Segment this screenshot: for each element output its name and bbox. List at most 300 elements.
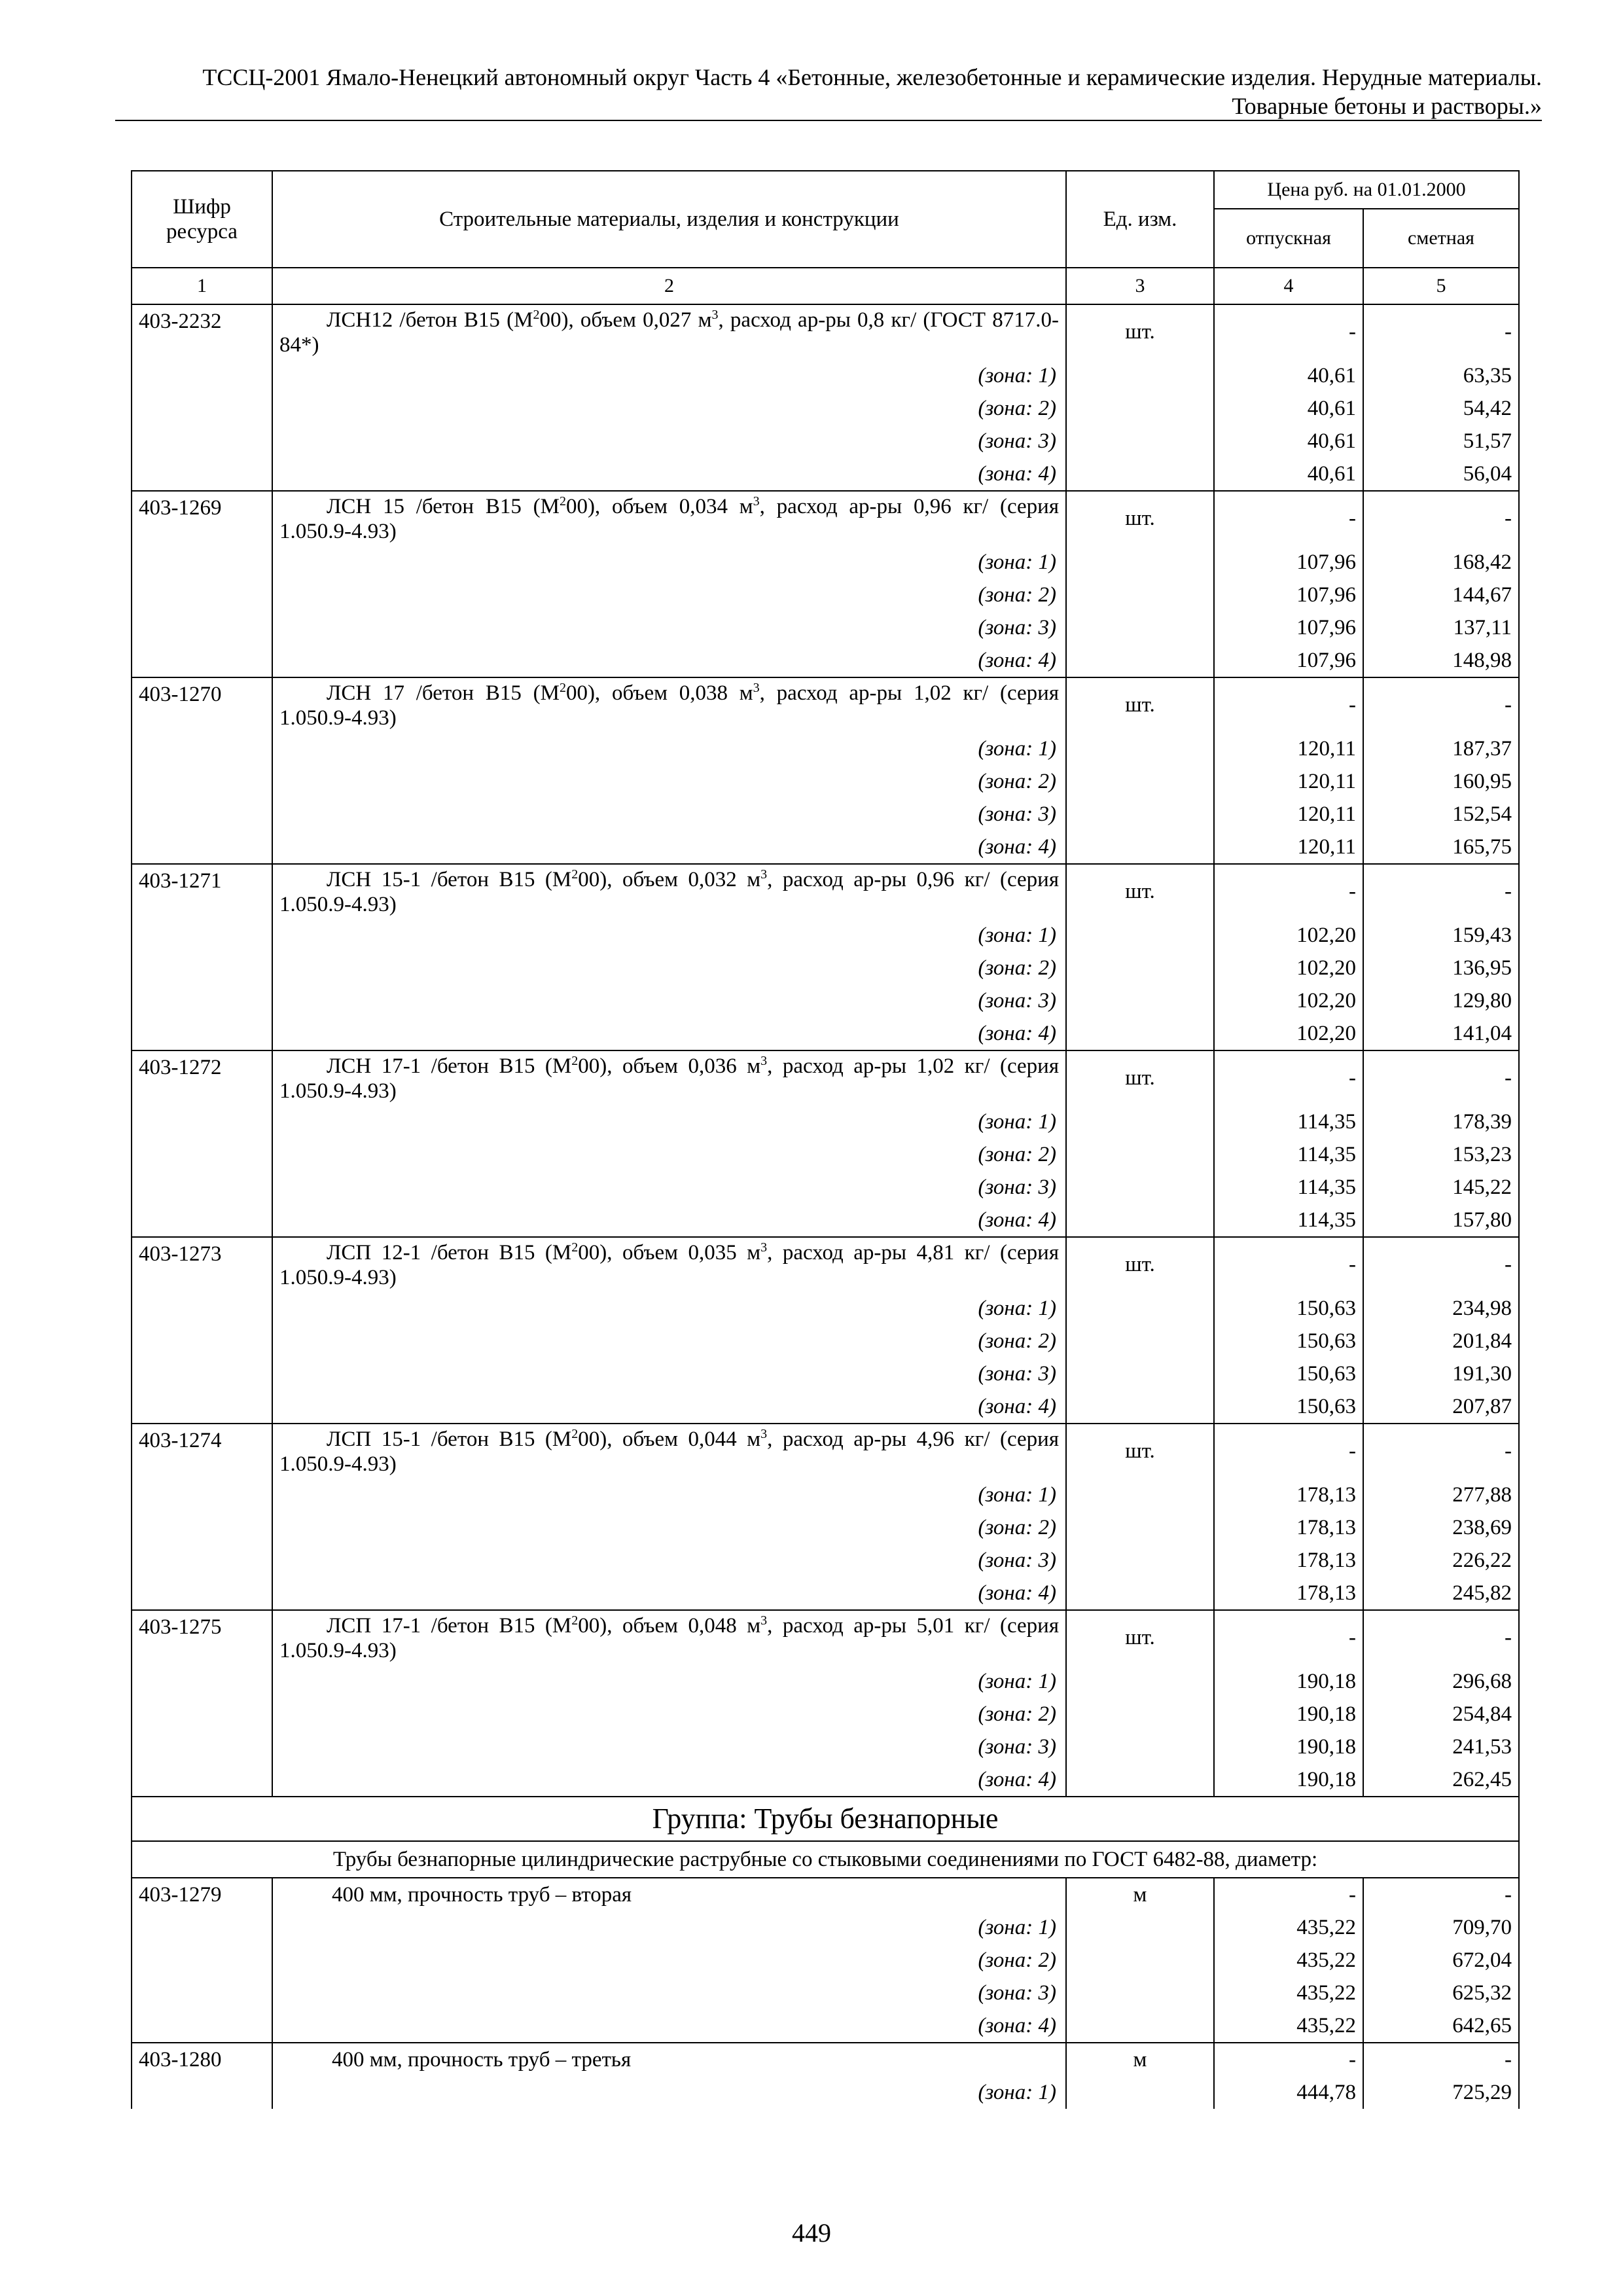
- zone-label: (зона: 1): [272, 1292, 1066, 1325]
- zone-label: (зона: 3): [272, 1171, 1066, 1204]
- zone-label: (зона: 3): [272, 798, 1066, 831]
- empty-unit-cell: [1066, 1977, 1214, 2009]
- empty-unit-cell: [1066, 732, 1214, 765]
- pipe-row: [132, 2043, 1519, 2076]
- item-description-text: [279, 1613, 1059, 1663]
- empty-code-cell: [132, 1763, 272, 1797]
- release-price: -: [1214, 491, 1363, 546]
- col-header-price: Цена руб. на 01.01.2000: [1214, 171, 1519, 209]
- desc-part: ЛСН 17-1 /бетон В15 (М: [327, 1054, 572, 1078]
- zone-label: (зона: 2): [272, 1698, 1066, 1731]
- empty-code-cell: [132, 1171, 272, 1204]
- item-description: [272, 677, 1066, 732]
- estimate-price: 152,54: [1363, 798, 1519, 831]
- empty-code-cell: [132, 919, 272, 952]
- item-row: [132, 491, 1519, 546]
- release-price: 40,61: [1214, 425, 1363, 457]
- resource-code: 403-1280: [132, 2043, 272, 2076]
- zone-row: [132, 1911, 1519, 1944]
- release-price: 178,13: [1214, 1511, 1363, 1544]
- empty-code-cell: [132, 1511, 272, 1544]
- zone-row: [132, 1204, 1519, 1237]
- unit-cell: шт.: [1066, 1610, 1214, 1665]
- empty-unit-cell: [1066, 1292, 1214, 1325]
- zone-row: [132, 1138, 1519, 1171]
- item-row: [132, 1050, 1519, 1105]
- estimate-price: 145,22: [1363, 1171, 1519, 1204]
- empty-code-cell: [132, 1577, 272, 1610]
- release-price: -: [1214, 677, 1363, 732]
- zone-label: (зона: 1): [272, 919, 1066, 952]
- empty-unit-cell: [1066, 1105, 1214, 1138]
- resource-code: 403-1279: [132, 1878, 272, 1911]
- estimate-price: 157,80: [1363, 1204, 1519, 1237]
- release-price: 120,11: [1214, 732, 1363, 765]
- superscript: 3: [760, 1427, 768, 1441]
- empty-unit-cell: [1066, 798, 1214, 831]
- release-price: 114,35: [1214, 1138, 1363, 1171]
- estimate-price: 245,82: [1363, 1577, 1519, 1610]
- release-price: 178,13: [1214, 1544, 1363, 1577]
- zone-label: (зона: 1): [272, 2076, 1066, 2109]
- empty-unit-cell: [1066, 1479, 1214, 1511]
- empty-code-cell: [132, 798, 272, 831]
- empty-code-cell: [132, 1292, 272, 1325]
- empty-code-cell: [132, 1698, 272, 1731]
- release-price: -: [1214, 2043, 1363, 2076]
- empty-unit-cell: [1066, 611, 1214, 644]
- empty-code-cell: [132, 425, 272, 457]
- empty-code-cell: [132, 1544, 272, 1577]
- release-price: 40,61: [1214, 457, 1363, 491]
- zone-label: (зона: 2): [272, 579, 1066, 611]
- desc-part: ЛСН 15 /бетон В15 (М: [327, 495, 560, 518]
- unit-cell: шт.: [1066, 864, 1214, 919]
- zone-row: [132, 1390, 1519, 1424]
- zone-row: [132, 919, 1519, 952]
- zone-row: [132, 1577, 1519, 1610]
- release-price: 435,22: [1214, 2009, 1363, 2043]
- group-title-row: [132, 1797, 1519, 1841]
- estimate-price: 160,95: [1363, 765, 1519, 798]
- estimate-price: 129,80: [1363, 984, 1519, 1017]
- zone-row: [132, 732, 1519, 765]
- desc-part: ЛСП 17-1 /бетон В15 (М: [327, 1614, 572, 1638]
- col-number: 1: [132, 268, 272, 304]
- empty-code-cell: [132, 359, 272, 392]
- empty-unit-cell: [1066, 392, 1214, 425]
- superscript: 2: [571, 867, 579, 882]
- empty-code-cell: [132, 1017, 272, 1050]
- zone-label: (зона: 3): [272, 1357, 1066, 1390]
- superscript: 3: [760, 1240, 768, 1255]
- col-header-unit: Ед. изм.: [1066, 171, 1214, 268]
- empty-unit-cell: [1066, 1698, 1214, 1731]
- superscript: 2: [571, 1613, 579, 1628]
- zone-row: [132, 1977, 1519, 2009]
- release-price: 102,20: [1214, 919, 1363, 952]
- empty-code-cell: [132, 392, 272, 425]
- superscript: 3: [760, 867, 768, 882]
- unit-cell: шт.: [1066, 677, 1214, 732]
- resource-code: 403-1275: [132, 1610, 272, 1665]
- zone-row: [132, 392, 1519, 425]
- empty-code-cell: [132, 1665, 272, 1698]
- estimate-price: 168,42: [1363, 546, 1519, 579]
- zone-label: (зона: 4): [272, 1017, 1066, 1050]
- zone-row: [132, 1698, 1519, 1731]
- empty-unit-cell: [1066, 546, 1214, 579]
- zone-row: [132, 984, 1519, 1017]
- zone-label: (зона: 2): [272, 952, 1066, 984]
- unit-cell: м: [1066, 1878, 1214, 1911]
- zone-label: (зона: 2): [272, 765, 1066, 798]
- zone-row: [132, 1511, 1519, 1544]
- empty-unit-cell: [1066, 919, 1214, 952]
- zone-label: (зона: 1): [272, 546, 1066, 579]
- empty-code-cell: [132, 952, 272, 984]
- desc-part: , расход ар-ры 0,96 кг/ (серия 1.050.9-4.93): [279, 495, 1059, 543]
- zone-label: (зона: 1): [272, 732, 1066, 765]
- release-price: 40,61: [1214, 392, 1363, 425]
- zone-label: (зона: 2): [272, 392, 1066, 425]
- resource-code: 403-1274: [132, 1424, 272, 1479]
- zone-row: [132, 1017, 1519, 1050]
- estimate-price: 51,57: [1363, 425, 1519, 457]
- item-description-text: [279, 867, 1059, 917]
- release-price: 190,18: [1214, 1698, 1363, 1731]
- release-price: -: [1214, 1050, 1363, 1105]
- empty-code-cell: [132, 579, 272, 611]
- empty-unit-cell: [1066, 1944, 1214, 1977]
- item-description-text: [279, 494, 1059, 544]
- estimate-price: 226,22: [1363, 1544, 1519, 1577]
- estimate-price: 153,23: [1363, 1138, 1519, 1171]
- unit-cell: шт.: [1066, 1050, 1214, 1105]
- desc-part: 00), объем 0,032 м: [578, 868, 761, 891]
- zone-label: (зона: 3): [272, 611, 1066, 644]
- empty-code-cell: [132, 1944, 272, 1977]
- estimate-price: 296,68: [1363, 1665, 1519, 1698]
- estimate-price: 207,87: [1363, 1390, 1519, 1424]
- empty-code-cell: [132, 1977, 272, 2009]
- superscript: 3: [760, 1054, 768, 1068]
- empty-unit-cell: [1066, 359, 1214, 392]
- page-header: [115, 63, 1542, 120]
- zone-row: [132, 579, 1519, 611]
- item-row: [132, 677, 1519, 732]
- item-description-text: [279, 1240, 1059, 1290]
- release-price: 150,63: [1214, 1292, 1363, 1325]
- desc-part: , расход ар-ры 5,01 кг/ (серия 1.050.9-4.93): [279, 1614, 1059, 1662]
- group-title: Группа: Трубы безнапорные: [132, 1797, 1519, 1841]
- empty-unit-cell: [1066, 425, 1214, 457]
- release-price: 150,63: [1214, 1325, 1363, 1357]
- superscript: 2: [571, 1240, 579, 1255]
- zone-row: [132, 359, 1519, 392]
- release-price: 178,13: [1214, 1479, 1363, 1511]
- estimate-price: 191,30: [1363, 1357, 1519, 1390]
- estimate-price: -: [1363, 1237, 1519, 1292]
- superscript: 3: [753, 681, 760, 695]
- zone-row: [132, 1479, 1519, 1511]
- release-price: 107,96: [1214, 644, 1363, 677]
- zone-row: [132, 546, 1519, 579]
- col-header-name: Строительные материалы, изделия и конструкции: [272, 171, 1066, 268]
- price-table: [131, 170, 1520, 2109]
- zone-row: [132, 425, 1519, 457]
- empty-unit-cell: [1066, 1357, 1214, 1390]
- release-price: -: [1214, 1610, 1363, 1665]
- empty-code-cell: [132, 644, 272, 677]
- group-subtitle: Трубы безнапорные цилиндрические раструбные со стыковыми соединениями по ГОСТ 6482-88, диаметр:: [132, 1841, 1519, 1878]
- resource-code: 403-1273: [132, 1237, 272, 1292]
- zone-label: (зона: 3): [272, 1977, 1066, 2009]
- empty-unit-cell: [1066, 1204, 1214, 1237]
- zone-label: (зона: 4): [272, 831, 1066, 864]
- estimate-price: 642,65: [1363, 2009, 1519, 2043]
- superscript: 2: [559, 681, 566, 695]
- pipe-row: [132, 1878, 1519, 1911]
- empty-unit-cell: [1066, 2009, 1214, 2043]
- empty-code-cell: [132, 457, 272, 491]
- estimate-price: -: [1363, 677, 1519, 732]
- empty-unit-cell: [1066, 831, 1214, 864]
- pipe-description: 400 мм, прочность труб – вторая: [272, 1878, 1066, 1911]
- unit-cell: шт.: [1066, 491, 1214, 546]
- empty-code-cell: [132, 1357, 272, 1390]
- zone-row: [132, 1325, 1519, 1357]
- empty-code-cell: [132, 765, 272, 798]
- estimate-price: 201,84: [1363, 1325, 1519, 1357]
- empty-code-cell: [132, 2076, 272, 2109]
- empty-code-cell: [132, 611, 272, 644]
- item-description: [272, 491, 1066, 546]
- estimate-price: -: [1363, 1610, 1519, 1665]
- zone-label: (зона: 4): [272, 1577, 1066, 1610]
- column-numbers-row: [132, 268, 1519, 304]
- pipe-description: 400 мм, прочность труб – третья: [272, 2043, 1066, 2076]
- zone-row: [132, 1665, 1519, 1698]
- estimate-price: -: [1363, 491, 1519, 546]
- zone-label: (зона: 3): [272, 1544, 1066, 1577]
- zone-label: (зона: 2): [272, 1511, 1066, 1544]
- estimate-price: 136,95: [1363, 952, 1519, 984]
- empty-unit-cell: [1066, 984, 1214, 1017]
- release-price: 190,18: [1214, 1763, 1363, 1797]
- superscript: 3: [711, 308, 719, 322]
- estimate-price: 54,42: [1363, 392, 1519, 425]
- zone-label: (зона: 2): [272, 1325, 1066, 1357]
- empty-unit-cell: [1066, 2076, 1214, 2109]
- estimate-price: 63,35: [1363, 359, 1519, 392]
- release-price: 114,35: [1214, 1171, 1363, 1204]
- empty-unit-cell: [1066, 1138, 1214, 1171]
- zone-row: [132, 1105, 1519, 1138]
- release-price: -: [1214, 304, 1363, 359]
- empty-code-cell: [132, 984, 272, 1017]
- item-description: [272, 1050, 1066, 1105]
- item-description: [272, 1424, 1066, 1479]
- empty-unit-cell: [1066, 952, 1214, 984]
- zone-label: (зона: 4): [272, 644, 1066, 677]
- empty-code-cell: [132, 1390, 272, 1424]
- item-description-text: [279, 1054, 1059, 1103]
- zone-label: (зона: 4): [272, 2009, 1066, 2043]
- empty-unit-cell: [1066, 1171, 1214, 1204]
- release-price: 40,61: [1214, 359, 1363, 392]
- col-header-release: отпускная: [1214, 209, 1363, 268]
- desc-part: 00), объем 0,035 м: [578, 1241, 761, 1265]
- release-price: 190,18: [1214, 1665, 1363, 1698]
- release-price: 150,63: [1214, 1390, 1363, 1424]
- release-price: -: [1214, 1424, 1363, 1479]
- release-price: 435,22: [1214, 1944, 1363, 1977]
- estimate-price: 254,84: [1363, 1698, 1519, 1731]
- item-description: [272, 1237, 1066, 1292]
- zone-row: [132, 1944, 1519, 1977]
- col-number: 3: [1066, 268, 1214, 304]
- desc-part: 00), объем 0,027 м: [539, 308, 712, 332]
- superscript: 3: [760, 1613, 768, 1628]
- release-price: 102,20: [1214, 952, 1363, 984]
- release-price: 102,20: [1214, 984, 1363, 1017]
- desc-part: ЛСН 17 /бетон В15 (М: [327, 681, 560, 705]
- zone-label: (зона: 1): [272, 1105, 1066, 1138]
- empty-unit-cell: [1066, 765, 1214, 798]
- col-number: 5: [1363, 268, 1519, 304]
- empty-unit-cell: [1066, 644, 1214, 677]
- estimate-price: 725,29: [1363, 2076, 1519, 2109]
- empty-code-cell: [132, 1138, 272, 1171]
- release-price: 435,22: [1214, 1911, 1363, 1944]
- empty-unit-cell: [1066, 1511, 1214, 1544]
- col-header-estimate: сметная: [1363, 209, 1519, 268]
- empty-unit-cell: [1066, 1544, 1214, 1577]
- zone-row: [132, 798, 1519, 831]
- desc-part: 00), объем 0,038 м: [565, 681, 753, 705]
- release-price: 444,78: [1214, 2076, 1363, 2109]
- release-price: 114,35: [1214, 1105, 1363, 1138]
- estimate-price: 159,43: [1363, 919, 1519, 952]
- estimate-price: -: [1363, 864, 1519, 919]
- estimate-price: 709,70: [1363, 1911, 1519, 1944]
- zone-label: (зона: 4): [272, 1390, 1066, 1424]
- empty-code-cell: [132, 831, 272, 864]
- item-row: [132, 1610, 1519, 1665]
- empty-unit-cell: [1066, 1731, 1214, 1763]
- release-price: 120,11: [1214, 798, 1363, 831]
- estimate-price: -: [1363, 304, 1519, 359]
- empty-code-cell: [132, 546, 272, 579]
- unit-cell: м: [1066, 2043, 1214, 2076]
- estimate-price: 672,04: [1363, 1944, 1519, 1977]
- empty-code-cell: [132, 1731, 272, 1763]
- item-row: [132, 1237, 1519, 1292]
- empty-code-cell: [132, 1479, 272, 1511]
- release-price: 435,22: [1214, 1977, 1363, 2009]
- unit-cell: шт.: [1066, 1237, 1214, 1292]
- zone-row: [132, 1544, 1519, 1577]
- estimate-price: 141,04: [1363, 1017, 1519, 1050]
- estimate-price: 148,98: [1363, 644, 1519, 677]
- zone-label: (зона: 1): [272, 359, 1066, 392]
- page-number: 449: [792, 2218, 831, 2248]
- resource-code: 403-1272: [132, 1050, 272, 1105]
- estimate-price: 56,04: [1363, 457, 1519, 491]
- zone-label: (зона: 4): [272, 1204, 1066, 1237]
- zone-row: [132, 1171, 1519, 1204]
- empty-unit-cell: [1066, 1577, 1214, 1610]
- zone-row: [132, 2076, 1519, 2109]
- header-line-1: ТССЦ-2001 Ямало-Ненецкий автономный округ Часть 4 «Бетонные, железобетонные и керамические изделия. Нерудные материалы.: [202, 64, 1542, 90]
- estimate-price: 178,39: [1363, 1105, 1519, 1138]
- col-number: 4: [1214, 268, 1363, 304]
- empty-unit-cell: [1066, 1911, 1214, 1944]
- superscript: 2: [559, 494, 566, 509]
- zone-label: (зона: 2): [272, 1138, 1066, 1171]
- zone-row: [132, 1763, 1519, 1797]
- item-description: [272, 304, 1066, 359]
- desc-part: , расход ар-ры 0,8 кг/ (ГОСТ 8717.0-84*): [279, 308, 1060, 357]
- desc-part: ЛСП 15-1 /бетон В15 (М: [327, 1427, 572, 1451]
- estimate-price: 137,11: [1363, 611, 1519, 644]
- desc-part: 00), объем 0,048 м: [578, 1614, 761, 1638]
- zone-label: (зона: 3): [272, 984, 1066, 1017]
- item-description-text: [279, 308, 1059, 357]
- estimate-price: -: [1363, 1050, 1519, 1105]
- empty-code-cell: [132, 2009, 272, 2043]
- zone-label: (зона: 3): [272, 1731, 1066, 1763]
- zone-row: [132, 765, 1519, 798]
- desc-part: 00), объем 0,036 м: [578, 1054, 761, 1078]
- superscript: 3: [753, 494, 760, 509]
- release-price: 120,11: [1214, 831, 1363, 864]
- desc-part: , расход ар-ры 1,02 кг/ (серия 1.050.9-4.93): [279, 1054, 1059, 1103]
- release-price: -: [1214, 1878, 1363, 1911]
- item-row: [132, 1424, 1519, 1479]
- empty-code-cell: [132, 1911, 272, 1944]
- empty-unit-cell: [1066, 457, 1214, 491]
- empty-unit-cell: [1066, 1665, 1214, 1698]
- zone-label: (зона: 2): [272, 1944, 1066, 1977]
- resource-code: 403-1270: [132, 677, 272, 732]
- estimate-price: -: [1363, 2043, 1519, 2076]
- resource-code: 403-1269: [132, 491, 272, 546]
- estimate-price: 234,98: [1363, 1292, 1519, 1325]
- estimate-price: 165,75: [1363, 831, 1519, 864]
- item-row: [132, 304, 1519, 359]
- estimate-price: 625,32: [1363, 1977, 1519, 2009]
- empty-code-cell: [132, 1204, 272, 1237]
- release-price: -: [1214, 864, 1363, 919]
- desc-part: , расход ар-ры 1,02 кг/ (серия 1.050.9-4.93): [279, 681, 1059, 730]
- release-price: -: [1214, 1237, 1363, 1292]
- zone-label: (зона: 3): [272, 425, 1066, 457]
- empty-code-cell: [132, 732, 272, 765]
- desc-part: ЛСП 12-1 /бетон В15 (М: [327, 1241, 572, 1265]
- release-price: 107,96: [1214, 579, 1363, 611]
- empty-unit-cell: [1066, 579, 1214, 611]
- empty-code-cell: [132, 1325, 272, 1357]
- col-header-code: Шифр ресурса: [132, 171, 272, 268]
- zone-row: [132, 457, 1519, 491]
- zone-row: [132, 1357, 1519, 1390]
- unit-cell: шт.: [1066, 1424, 1214, 1479]
- zone-label: (зона: 1): [272, 1911, 1066, 1944]
- superscript: 2: [533, 308, 540, 322]
- estimate-price: 144,67: [1363, 579, 1519, 611]
